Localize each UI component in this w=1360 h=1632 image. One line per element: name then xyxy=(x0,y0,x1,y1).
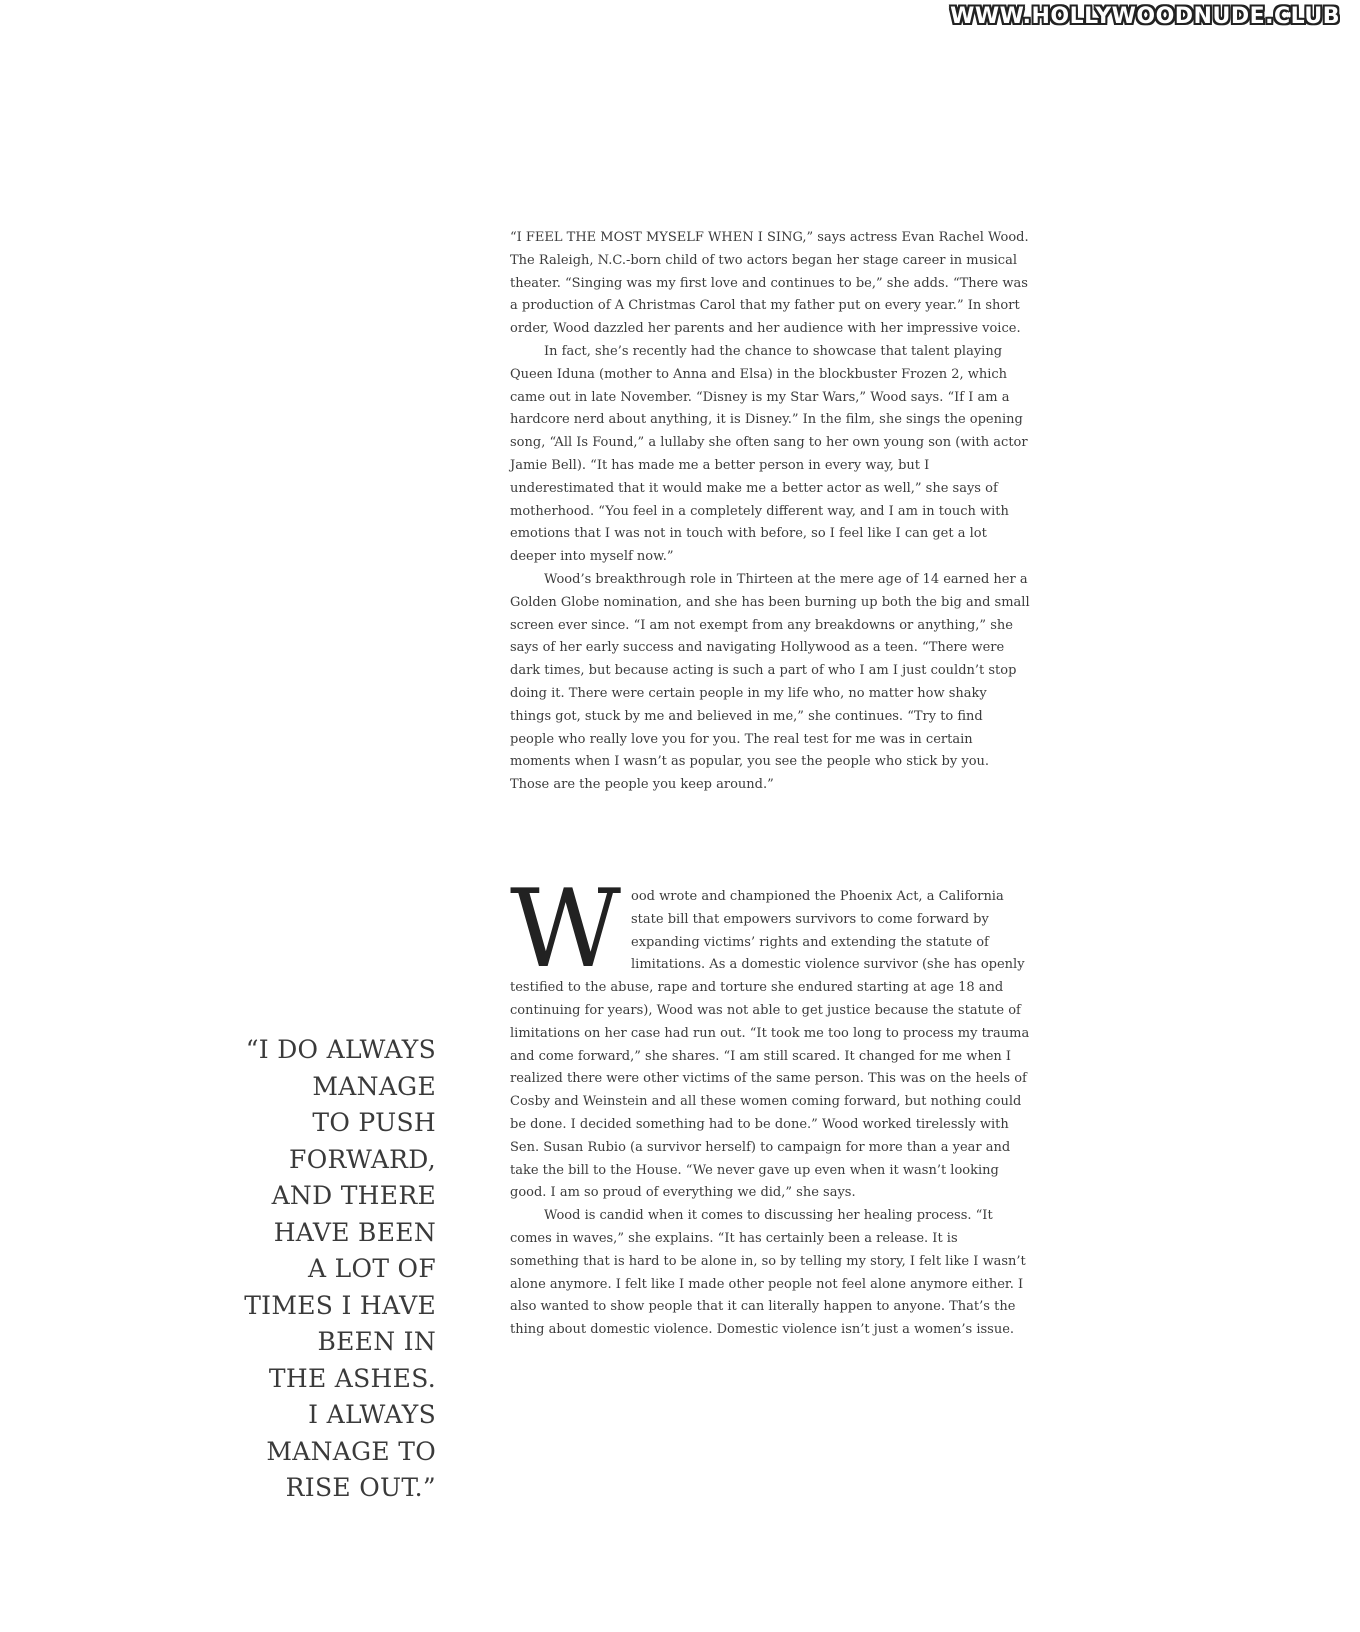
pull-quote-line: I ALWAYS xyxy=(308,1400,436,1429)
pull-quote xyxy=(230,1032,436,1507)
pull-quote-line: TO PUSH xyxy=(312,1108,436,1137)
section-2-paragraph-1-text: ood wrote and championed the Phoenix Act, a California state bill that empowers survivors to come forward by expanding victims’ rights and extending the statute of limitations. As a domestic violence survivor (she has openly testified to the abuse, rape and torture she endured starting at age 18 and continuing for years), Wood was not able to get justice because the statute of limitations on her case had run out. “It took me too long to process my trauma and come forward,” she shares. “I am still scared. It changed for me when I realized there were other victims of the same person. This was on the heels of Cosby and Weinstein and all these women coming forward, but nothing could be done. I decided something had to be done.” Wood worked tirelessly with Sen. Susan Rubio (a survivor herself) to campaign for more than a year and take the bill to the House. “We never gave up even when it wasn’t looking good. I am so proud of everything we did,” she says. xyxy=(510,889,1030,1201)
pull-quote-line: MANAGE TO xyxy=(266,1436,436,1466)
pull-quote-line: THE ASHES. xyxy=(268,1363,436,1393)
section-1-paragraph-3: Wood’s breakthrough role in Thirteen at the mere age of 14 earned her a Golden Globe nomination, and she has been burning up both the big and small screen ever since. “I am not exempt from any breakdowns or anything,” she says of her early success and navigating Hollywood as a teen. “There were dark times, but because acting is such a part of who I am I just couldn’t stop doing it. There were certain people in my life who, no matter how shaky things got, stuck by me and believed in me,” she continues. “Try to find people who really love you for you. The real test for me was in certain moments when I wasn’t as popular, you see the people who stick by you. Those are the people you keep around.” xyxy=(510,571,1030,793)
pull-quote-line: RISE OUT.” xyxy=(285,1473,436,1502)
section-2-paragraph-1 xyxy=(510,867,1030,1205)
pull-quote-line: AND THERE xyxy=(271,1181,436,1210)
pull-quote-line: BEEN IN xyxy=(317,1327,436,1356)
pull-quote-line: FORWARD, xyxy=(289,1144,436,1174)
pull-quote-line: TIMES I HAVE xyxy=(244,1290,436,1320)
pull-quote-line: “I DO ALWAYS xyxy=(245,1035,436,1064)
article-section-1 xyxy=(510,227,1030,797)
article-section-2 xyxy=(510,867,1030,1342)
pull-quote-line: HAVE BEEN xyxy=(273,1217,436,1247)
section-2-paragraph-2: Wood is candid when it comes to discussing her healing process. “It comes in waves,” she explains. “It has certainly been a release. It is something that is hard to be alone in, so by telling my story, I felt like I wasn’t alone anymore. I felt like I made other people not feel alone anymore either. I also wanted to show people that it can literally happen to anyone. That’s the thing about domestic violence. Domestic violence isn’t just a women’s issue. xyxy=(510,1208,1026,1338)
section-1-paragraph-2: In fact, she’s recently had the chance to showcase that talent playing Queen Iduna (mother to Anna and Elsa) in the blockbuster Frozen 2, which came out in late November. “Disney is my Star Wars,” Wood says. “If I am a hardcore nerd about anything, it is Disney.” In the film, she sings the opening song, “All Is Found,” a lullaby she often sang to her own young son (with actor Jamie Bell). “It has made me a better person in every way, but I underestimated that it would make me a better actor as well,” she says of motherhood. “You feel in a completely different way, and I am in touch with emotions that I was not in touch with before, so I feel like I can get a lot deeper into myself now.” xyxy=(510,343,1028,565)
section-1-paragraph-1: “I FEEL THE MOST MYSELF WHEN I SING,” says actress Evan Rachel Wood. The Raleigh, N.C.-born child of two actors began her stage career in musical theater. “Singing was my first love and continues to be,” she adds. “There was a production of A Christmas Carol that my father put on every year.” In short order, Wood dazzled her parents and her audience with her impressive voice. xyxy=(510,230,1029,337)
pull-quote-line: MANAGE xyxy=(312,1071,436,1101)
pull-quote-line: A LOT OF xyxy=(308,1254,436,1283)
drop-cap: W xyxy=(510,867,622,992)
watermark: WWW.HOLLYWOODNUDE.CLUB xyxy=(950,4,1340,29)
